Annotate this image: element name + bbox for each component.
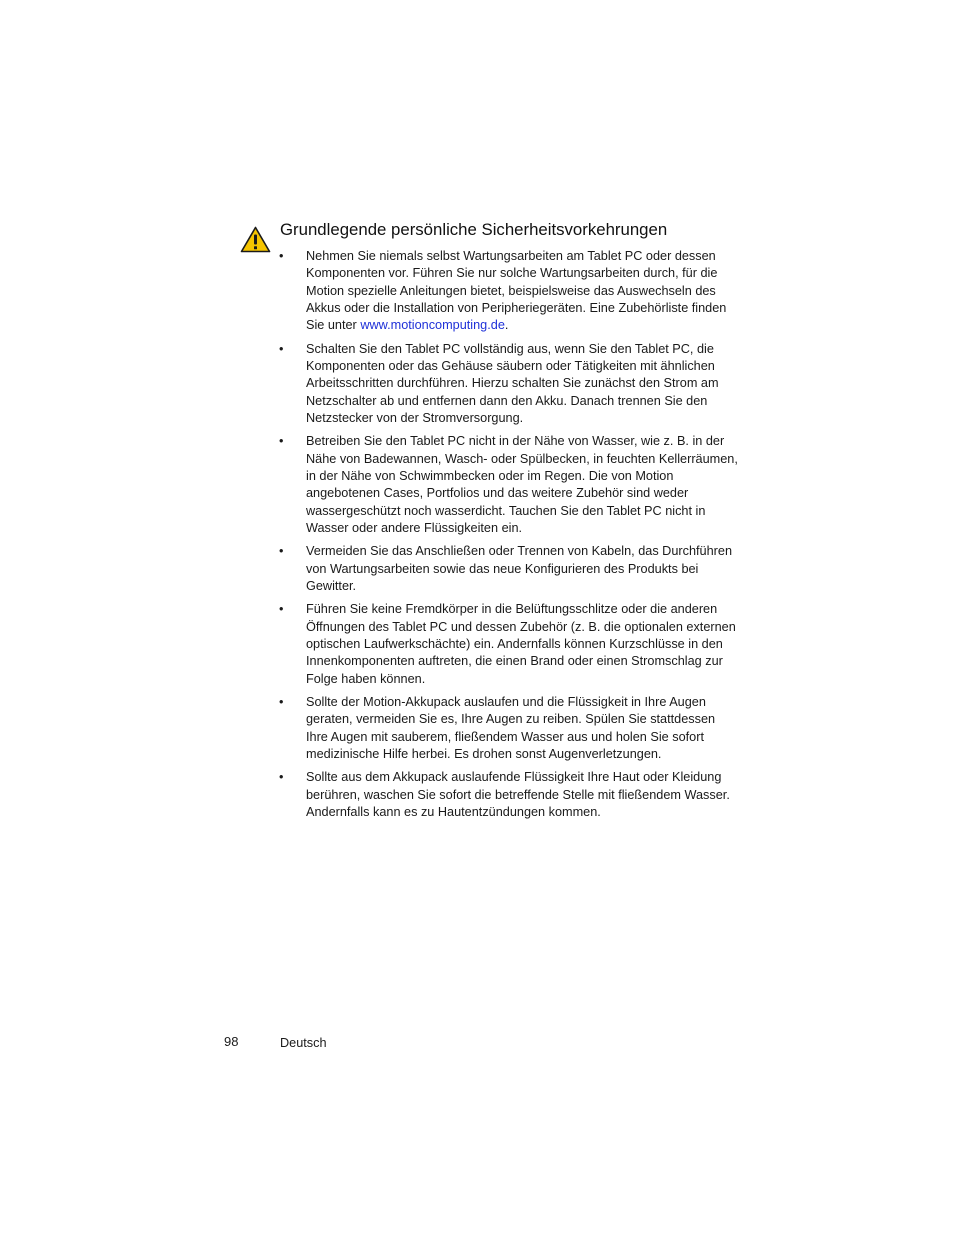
safety-bullet-list bbox=[279, 248, 739, 828]
bullet-text: Führen Sie keine Fremdkörper in die Belüftungsschlitze oder die anderen Öffnungen des Tablet PC und dessen Zubehör (z. B. die optionalen externen optischen Laufwerkschächte) ein. Andernfalls können Kurzschlüsse in den Innenkomponenten auftreten, die einen Brand oder einen Stromschlag zur Folge haben können. bbox=[306, 602, 736, 686]
bullet-text: Sollte aus dem Akkupack auslaufende Flüssigkeit Ihre Haut oder Kleidung berühren, waschen Sie sofort die betreffende Stelle mit fließendem Wasser. Andernfalls kann es zu Hautentzündungen kommen. bbox=[306, 770, 730, 820]
list-item bbox=[279, 601, 739, 687]
bullet-symbol: • bbox=[279, 602, 284, 617]
page-number: 98 bbox=[224, 1034, 239, 1049]
list-item bbox=[279, 248, 739, 334]
footer-language: Deutsch bbox=[280, 1036, 327, 1050]
bullet-symbol: • bbox=[279, 249, 284, 263]
bullet-text: Betreiben Sie den Tablet PC nicht in der Nähe von Wasser, wie z. B. in der Nähe von Badewannen, Wasch- oder Spülbecken, in feuchten Kellerräumen, in der Nähe von Schwimmbecken oder im Regen. Die von Motion angebotenen Cases, Portfolios und das weitere Zubehör sind weder wassergeschützt noch wasserdicht. Tauchen Sie den Tablet PC nicht in Wasser oder andere Flüssigkeiten ein. bbox=[306, 434, 738, 535]
list-item bbox=[279, 769, 739, 821]
bullet-symbol: • bbox=[279, 341, 284, 356]
bullet-text: Schalten Sie den Tablet PC vollständig aus, wenn Sie den Tablet PC, die Komponenten oder das Gehäuse säubern oder Tätigkeiten mit ähnlichen Arbeitsschritten durchführen. Hierzu schalten Sie zunächst den Strom am Netzschalter ab und entfernen dann den Akku. Danach trennen Sie den Netzstecker von der Stromversorgung. bbox=[306, 341, 719, 425]
list-item bbox=[279, 694, 739, 763]
list-item bbox=[279, 341, 739, 427]
bullet-symbol: • bbox=[279, 434, 284, 449]
bullet-text: Sollte der Motion-Akkupack auslaufen und die Flüssigkeit in Ihre Augen geraten, vermeiden Sie es, Ihre Augen zu reiben. Spülen Sie stattdessen Ihre Augen mit sauberem, fließendem Wasser aus und holen Sie sofort medizinische Hilfe herbei. Es drohen sonst Augenverletzungen. bbox=[306, 695, 716, 761]
section-heading: Grundlegende persönliche Sicherheitsvorkehrungen bbox=[280, 220, 668, 239]
bullet-text: Vermeiden Sie das Anschließen oder Trennen von Kabeln, das Durchführen von Wartungsarbeiten sowie das neue Konfigurieren des Produkts bei Gewitter. bbox=[306, 544, 733, 593]
bullet-symbol: • bbox=[279, 770, 284, 785]
list-item bbox=[279, 543, 739, 595]
bullet-symbol: • bbox=[279, 695, 284, 710]
warning-triangle-icon bbox=[240, 226, 271, 253]
bullet-text: Nehmen Sie niemals selbst Wartungsarbeiten am Tablet PC oder dessen Komponenten vor. Führen Sie nur solche Wartungsarbeiten durch, für die Motion spezielle Anleitungen bietet, beispielsweise das Auswechseln des Akkus oder die Installation von Peripheriegeräten. Eine Zubehörliste finden Sie unter bbox=[306, 249, 727, 333]
list-item bbox=[279, 433, 739, 537]
motioncomputing-link[interactable]: www.motioncomputing.de bbox=[360, 318, 505, 333]
bullet-symbol: • bbox=[279, 544, 284, 559]
bullet-text-end: . bbox=[504, 318, 509, 333]
